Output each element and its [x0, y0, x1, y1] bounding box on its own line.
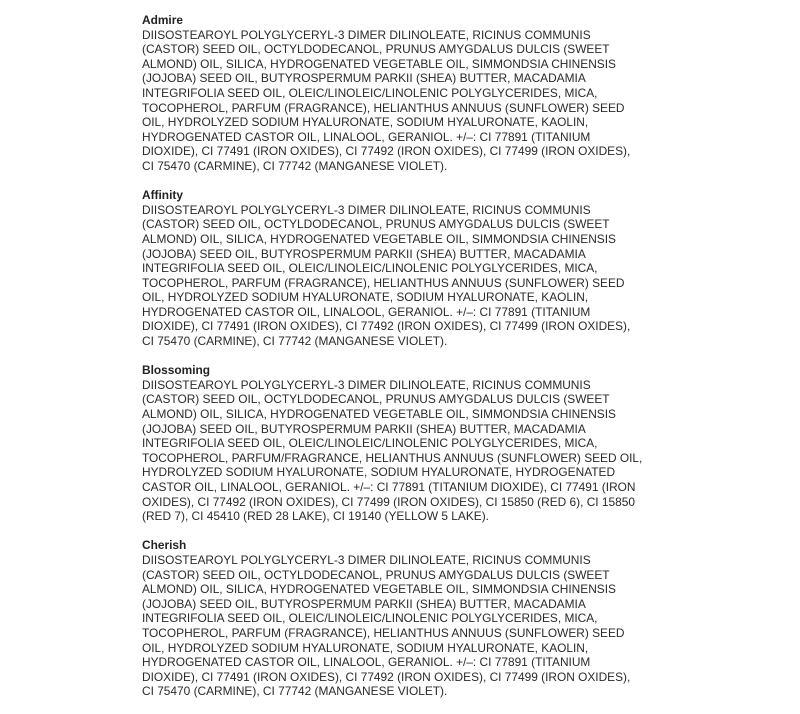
- ingredients-line: INTEGRIFOLIA SEED OIL, OLEIC/LINOLEIC/LINOLENIC POLYGLYCERIDES, MICA,: [142, 436, 598, 451]
- ingredients-line: (CASTOR) SEED OIL, OCTYLDODECANOL, PRUNUS AMYGDALUS DULCIS (SWEET: [142, 217, 610, 232]
- ingredients-line: TOCOPHEROL, PARFUM (FRAGRANCE), HELIANTHUS ANNUUS (SUNFLOWER) SEED: [142, 625, 625, 640]
- ingredients-line: OIL, HYDROLYZED SODIUM HYALURONATE, SODIUM HYALURONATE, KAOLIN,: [142, 640, 589, 655]
- ingredients-line: OXIDES), CI 77492 (IRON OXIDES), CI 77499 (IRON OXIDES), CI 15850 (RED 6), CI 15850: [142, 494, 635, 509]
- ingredients-line: (CASTOR) SEED OIL, OCTYLDODECANOL, PRUNUS AMYGDALUS DULCIS (SWEET: [142, 567, 610, 582]
- ingredients-line: HYDROGENATED CASTOR OIL, LINALOOL, GERANIOL. +/–: CI 77891 (TITANIUM: [142, 304, 591, 319]
- ingredients-line: INTEGRIFOLIA SEED OIL, OLEIC/LINOLEIC/LINOLENIC POLYGLYCERIDES, MICA,: [142, 611, 598, 626]
- product-entry-admire: [142, 13, 662, 174]
- ingredients-line: DIISOSTEAROYL POLYGLYCERYL-3 DIMER DILINOLEATE, RICINUS COMMUNIS: [142, 552, 591, 567]
- ingredients-line: DIISOSTEAROYL POLYGLYCERYL-3 DIMER DILINOLEATE, RICINUS COMMUNIS: [142, 377, 591, 392]
- product-entry-blossoming: [142, 363, 662, 524]
- ingredients-line: (RED 7), CI 45410 (RED 28 LAKE), CI 19140 (YELLOW 5 LAKE).: [142, 509, 489, 524]
- ingredients-line: INTEGRIFOLIA SEED OIL, OLEIC/LINOLEIC/LINOLENIC POLYGLYCERIDES, MICA,: [142, 85, 598, 100]
- ingredients-line: HYDROGENATED CASTOR OIL, LINALOOL, GERANIOL. +/–: CI 77891 (TITANIUM: [142, 655, 591, 670]
- ingredients-line: CI 75470 (CARMINE), CI 77742 (MANGANESE VIOLET).: [142, 684, 448, 699]
- ingredients-line: HYDROGENATED CASTOR OIL, LINALOOL, GERANIOL. +/–: CI 77891 (TITANIUM: [142, 129, 591, 144]
- product-name: Blossoming: [142, 363, 211, 378]
- ingredients-list: [142, 13, 662, 714]
- ingredients-line: ALMOND) OIL, SILICA, HYDROGENATED VEGETABLE OIL, SIMMONDSIA CHINENSIS: [142, 407, 616, 422]
- ingredients-line: (JOJOBA) SEED OIL, BUTYROSPERMUM PARKII (SHEA) BUTTER, MACADAMIA: [142, 71, 586, 86]
- ingredients-line: (CASTOR) SEED OIL, OCTYLDODECANOL, PRUNUS AMYGDALUS DULCIS (SWEET: [142, 42, 610, 57]
- ingredients-line: OIL, HYDROLYZED SODIUM HYALURONATE, SODIUM HYALURONATE, KAOLIN,: [142, 290, 589, 305]
- ingredients-line: (CASTOR) SEED OIL, OCTYLDODECANOL, PRUNUS AMYGDALUS DULCIS (SWEET: [142, 392, 610, 407]
- ingredients-line: (JOJOBA) SEED OIL, BUTYROSPERMUM PARKII (SHEA) BUTTER, MACADAMIA: [142, 596, 586, 611]
- product-name: Affinity: [142, 188, 183, 203]
- ingredients-line: TOCOPHEROL, PARFUM/FRAGRANCE, HELIANTHUS ANNUUS (SUNFLOWER) SEED OIL,: [142, 450, 643, 465]
- ingredients-line: (JOJOBA) SEED OIL, BUTYROSPERMUM PARKII (SHEA) BUTTER, MACADAMIA: [142, 246, 586, 261]
- ingredients-line: CASTOR OIL, LINALOOL, GERANIOL. +/–: CI 77891 (TITANIUM DIOXIDE), CI 77491 (IRON: [142, 480, 636, 494]
- ingredients-line: INTEGRIFOLIA SEED OIL, OLEIC/LINOLEIC/LINOLENIC POLYGLYCERIDES, MICA,: [142, 261, 598, 276]
- ingredients-line: DIOXIDE), CI 77491 (IRON OXIDES), CI 77492 (IRON OXIDES), CI 77499 (IRON OXIDES),: [142, 319, 631, 334]
- ingredients-line: DIOXIDE), CI 77491 (IRON OXIDES), CI 77492 (IRON OXIDES), CI 77499 (IRON OXIDES),: [142, 144, 631, 159]
- ingredients-line: ALMOND) OIL, SILICA, HYDROGENATED VEGETABLE OIL, SIMMONDSIA CHINENSIS: [142, 56, 616, 71]
- product-entry-cherish: [142, 538, 662, 699]
- ingredients-line: OIL, HYDROLYZED SODIUM HYALURONATE, SODIUM HYALURONATE, KAOLIN,: [142, 115, 589, 130]
- ingredients-line: TOCOPHEROL, PARFUM (FRAGRANCE), HELIANTHUS ANNUUS (SUNFLOWER) SEED: [142, 100, 625, 115]
- ingredients-line: CI 75470 (CARMINE), CI 77742 (MANGANESE VIOLET).: [142, 334, 448, 349]
- product-name: Admire: [142, 13, 183, 27]
- ingredients-line: HYDROLYZED SODIUM HYALURONATE, SODIUM HYALURONATE, HYDROGENATED: [142, 465, 616, 480]
- product-name: Cherish: [142, 538, 187, 553]
- ingredients-line: DIISOSTEAROYL POLYGLYCERYL-3 DIMER DILINOLEATE, RICINUS COMMUNIS: [142, 202, 591, 217]
- ingredients-line: ALMOND) OIL, SILICA, HYDROGENATED VEGETABLE OIL, SIMMONDSIA CHINENSIS: [142, 582, 616, 597]
- ingredients-line: TOCOPHEROL, PARFUM (FRAGRANCE), HELIANTHUS ANNUUS (SUNFLOWER) SEED: [142, 275, 625, 290]
- ingredients-line: DIOXIDE), CI 77491 (IRON OXIDES), CI 77492 (IRON OXIDES), CI 77499 (IRON OXIDES),: [142, 669, 631, 684]
- ingredients-line: ALMOND) OIL, SILICA, HYDROGENATED VEGETABLE OIL, SIMMONDSIA CHINENSIS: [142, 231, 616, 246]
- ingredients-line: DIISOSTEAROYL POLYGLYCERYL-3 DIMER DILINOLEATE, RICINUS COMMUNIS: [142, 27, 591, 42]
- ingredients-line: CI 75470 (CARMINE), CI 77742 (MANGANESE VIOLET).: [142, 158, 448, 173]
- product-entry-affinity: [142, 188, 662, 349]
- ingredients-line: (JOJOBA) SEED OIL, BUTYROSPERMUM PARKII (SHEA) BUTTER, MACADAMIA: [142, 421, 586, 436]
